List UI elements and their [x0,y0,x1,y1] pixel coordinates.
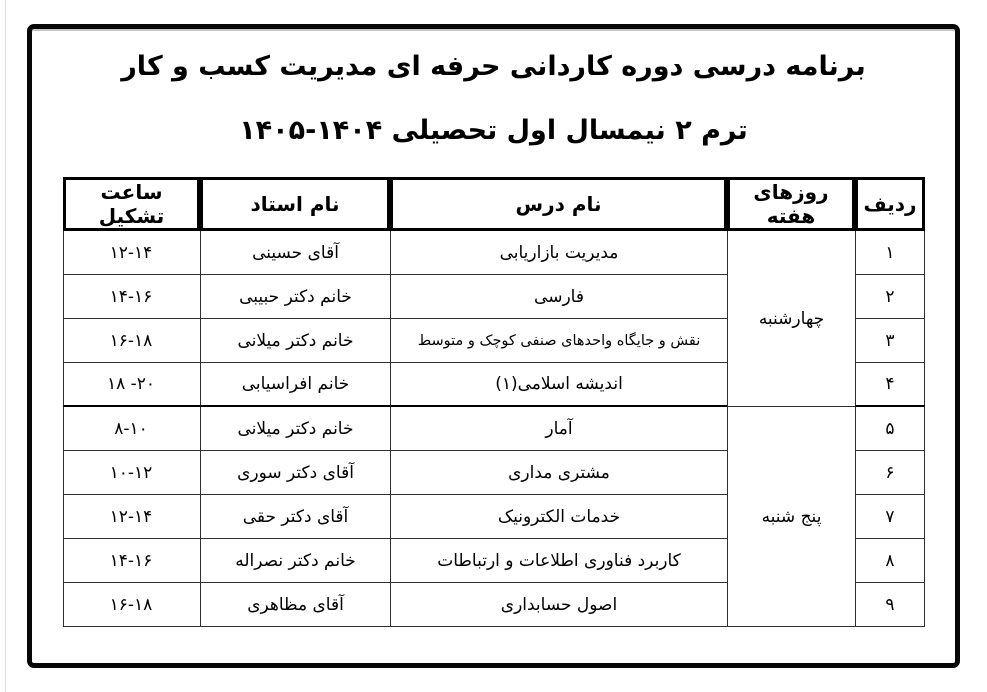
page-edge-line [5,0,6,692]
cell-course: مشتری مداری [390,451,727,495]
cell-course: نقش و جایگاه واحدهای صنفی کوچک و متوسط [390,319,727,363]
cell-professor: آقای دکتر سوری [200,451,390,495]
cell-professor: خانم دکتر میلانی [200,407,390,451]
cell-course: آمار [390,407,727,451]
cell-row-number: ۱ [855,231,925,275]
header-professor-name: نام استاد [200,177,390,231]
cell-course: اندیشه اسلامی(۱) [390,363,727,407]
cell-time: ۱۸ -۲۰ [63,363,200,407]
document-subtitle: ترم ۲ نیمسال اول تحصیلی ۱۴۰۴-۱۴۰۵ [239,115,748,146]
cell-professor: خانم دکتر نصراله [200,539,390,583]
cell-time: ۱۶-۱۸ [63,319,200,363]
table-row [63,231,925,275]
cell-row-number: ۵ [855,407,925,451]
cell-row-number: ۷ [855,495,925,539]
cell-row-number: ۶ [855,451,925,495]
table-header-row [63,177,925,231]
cell-course: خدمات الکترونیک [390,495,727,539]
cell-time: ۱۲-۱۴ [63,231,200,275]
cell-time: ۸-۱۰ [63,407,200,451]
cell-time: ۱۶-۱۸ [63,583,200,627]
cell-professor: آقای مظاهری [200,583,390,627]
cell-professor: خانم افراسیابی [200,363,390,407]
cell-professor: خانم دکتر میلانی [200,319,390,363]
cell-time: ۱۰-۱۲ [63,451,200,495]
cell-row-number: ۲ [855,275,925,319]
header-class-time: ساعت تشکیل [63,177,200,231]
header-course-name: نام درس [390,177,727,231]
cell-time: ۱۲-۱۴ [63,495,200,539]
document-title: برنامه درسی دوره کاردانی حرفه ای مدیریت کسب و کار [121,51,866,82]
cell-time: ۱۴-۱۶ [63,275,200,319]
table-row [63,407,925,451]
cell-row-number: ۹ [855,583,925,627]
cell-day-wednesday: چهارشنبه [727,231,855,407]
cell-time: ۱۴-۱۶ [63,539,200,583]
cell-professor: آقای حسینی [200,231,390,275]
cell-row-number: ۴ [855,363,925,407]
cell-professor: آقای دکتر حقی [200,495,390,539]
cell-course: فارسی [390,275,727,319]
cell-row-number: ۸ [855,539,925,583]
cell-day-thursday: پنج شنبه [727,407,855,627]
cell-course: کاربرد فناوری اطلاعات و ارتباطات [390,539,727,583]
cell-professor: خانم دکتر حبیبی [200,275,390,319]
schedule-table [63,177,925,627]
cell-course: اصول حسابداری [390,583,727,627]
header-weekday: روزهای هفته [727,177,855,231]
document-frame [27,24,960,668]
header-row-number: ردیف [855,177,925,231]
cell-row-number: ۳ [855,319,925,363]
cell-course: مدیریت بازاریابی [390,231,727,275]
